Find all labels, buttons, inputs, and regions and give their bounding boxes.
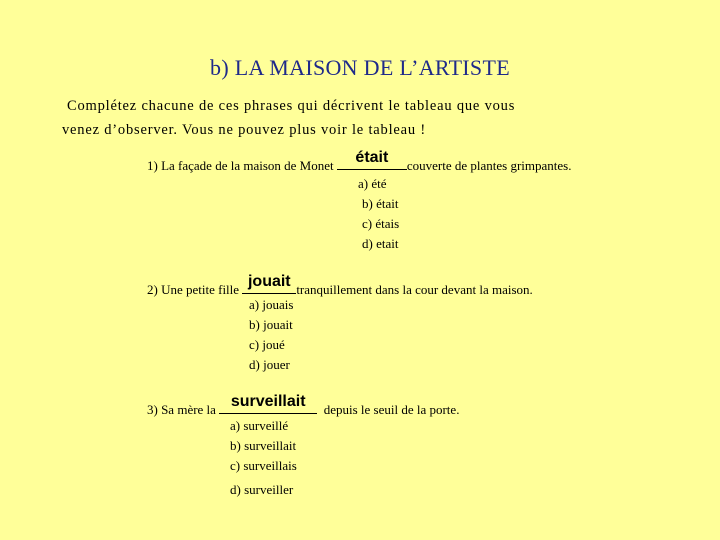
question-2-option-b[interactable]: b) jouait — [249, 317, 293, 332]
question-3-text-after: depuis le seuil de la porte. — [317, 402, 460, 417]
question-1-answer: était — [355, 149, 389, 166]
question-2-option-d[interactable]: d) jouer — [249, 357, 290, 372]
question-2-options — [249, 295, 293, 375]
question-3-text-before: 3) Sa mère la — [147, 402, 220, 417]
question-3-option-a[interactable]: a) surveillé — [230, 418, 289, 433]
question-3-options — [230, 416, 297, 500]
question-3-answer: surveillait — [230, 393, 306, 410]
question-2-text-before: 2) Une petite fille — [147, 282, 243, 297]
instructions-line-1: Complétez chacune de ces phrases qui décrivent le tableau que vous — [67, 98, 516, 114]
question-3-option-b[interactable]: b) surveillait — [230, 438, 297, 453]
question-2-answer: jouait — [247, 273, 291, 290]
question-1-option-c[interactable]: c) étais — [362, 216, 400, 231]
question-1-option-b[interactable]: b) était — [362, 196, 399, 211]
question-3-blank[interactable] — [219, 393, 317, 414]
question-2-option-c[interactable]: c) joué — [249, 337, 285, 352]
question-1-text-after: couverte de plantes grimpantes. — [406, 158, 572, 173]
question-1-blank[interactable] — [337, 149, 407, 170]
question-2-blank[interactable] — [242, 273, 296, 294]
question-2-text-after: tranquillement dans la cour devant la maison. — [296, 282, 533, 297]
instructions-line-2: venez d’observer. Vous ne pouvez plus voir le tableau ! — [62, 122, 426, 138]
question-1-option-d[interactable]: d) etait — [362, 236, 399, 251]
question-1-option-a[interactable]: a) été — [358, 176, 387, 191]
question-1 — [147, 149, 572, 174]
page-title: b) LA MAISON DE L’ARTISTE — [210, 55, 510, 80]
question-1-options — [358, 174, 399, 254]
instructions — [62, 94, 562, 142]
question-1-text-before: 1) La façade de la maison de Monet — [147, 158, 337, 173]
question-2 — [147, 273, 533, 298]
question-2-option-a[interactable]: a) jouais — [249, 297, 294, 312]
question-3 — [147, 393, 460, 418]
question-3-option-c[interactable]: c) surveillais — [230, 458, 297, 473]
question-3-option-d[interactable]: d) surveiller — [230, 482, 294, 497]
